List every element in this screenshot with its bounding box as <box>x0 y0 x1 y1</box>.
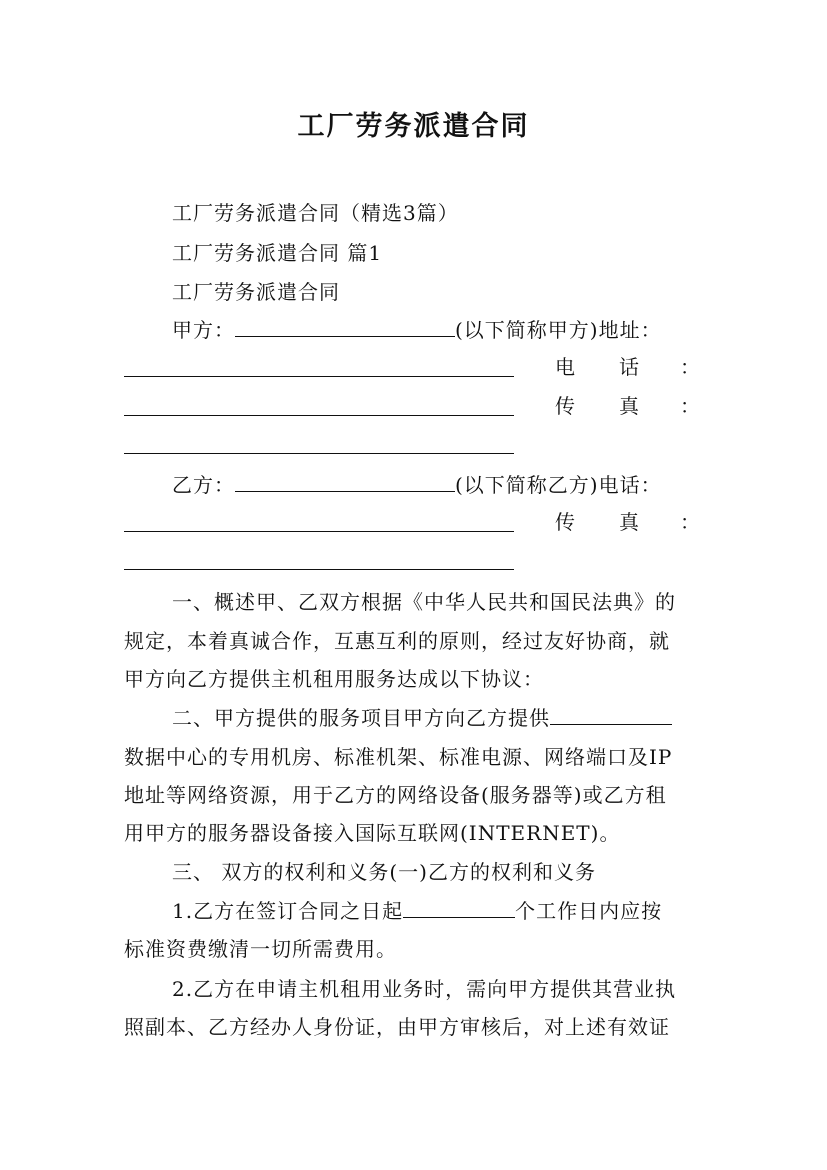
party-a-address-blank[interactable] <box>124 376 514 377</box>
para1-line-2: 规定，本着真诚合作，互惠互利的原则，经过友好协商，就 <box>124 629 670 653</box>
page-title: 工厂劳务派遣合同 <box>297 111 530 142</box>
subtitle: 工厂劳务派遣合同（精选3篇） <box>172 201 459 225</box>
contract-name: 工厂劳务派遣合同 <box>172 280 340 304</box>
party-a-fax-char-3: ： <box>680 394 700 418</box>
para2-line-3: 地址等网络资源，用于乙方的网络设备(服务器等)或乙方租 <box>124 783 667 807</box>
party-a-fax-char-1: 传 <box>555 394 575 418</box>
party-a-name-blank[interactable] <box>235 317 455 337</box>
item2-line-1: 2.乙方在申请主机租用业务时，需向甲方提供其营业执 <box>172 977 677 1001</box>
party-b-fax-char-3: ： <box>680 510 700 534</box>
item1-text-after: 个工作日内应按 <box>515 899 663 923</box>
party-b-label: 乙方： <box>172 473 235 497</box>
party-a-label: 甲方： <box>172 318 235 342</box>
party-b-suffix: (以下简称乙方)电话： <box>455 473 662 497</box>
item1-text-before: 1.乙方在签订合同之日起 <box>172 899 404 923</box>
party-a-suffix: (以下简称甲方)地址： <box>455 318 662 342</box>
para2-text-1: 二、甲方提供的服务项目甲方向乙方提供 <box>172 706 550 730</box>
party-a-phone-blank[interactable] <box>124 415 514 416</box>
item2-line-2: 照副本、乙方经办人身份证，由甲方审核后，对上述有效证 <box>124 1015 670 1039</box>
party-b-fax-char-2: 真 <box>619 510 639 534</box>
para2-line-1 <box>172 705 672 731</box>
party-b-fax-blank[interactable] <box>124 569 514 570</box>
party-a-fax-blank[interactable] <box>124 453 514 454</box>
service-provider-blank[interactable] <box>550 705 672 725</box>
party-b-fax-char-1: 传 <box>555 510 575 534</box>
para2-line-2: 数据中心的专用机房、标准机架、标准电源、网络端口及IP <box>124 745 673 769</box>
party-b-phone-blank[interactable] <box>124 531 514 532</box>
working-days-blank[interactable] <box>403 898 515 918</box>
party-b-line <box>172 472 662 498</box>
para1-line-1: 一、概述甲、乙双方根据《中华人民共和国民法典》的 <box>172 590 676 614</box>
part-heading: 工厂劳务派遣合同 篇1 <box>172 241 383 265</box>
party-a-phone-char-3: ： <box>680 355 700 379</box>
party-a-phone-char-1: 电 <box>555 355 575 379</box>
party-a-phone-char-2: 话 <box>619 355 639 379</box>
para3-heading: 三、 双方的权利和义务(一)乙方的权利和义务 <box>172 860 596 884</box>
item1-line-2: 标准资费缴清一切所需费用。 <box>124 937 397 961</box>
party-b-name-blank[interactable] <box>235 472 455 492</box>
party-a-line <box>172 317 662 343</box>
para1-line-3: 甲方向乙方提供主机租用服务达成以下协议： <box>124 667 544 691</box>
para2-line-4: 用甲方的服务器设备接入国际互联网(INTERNET)。 <box>124 821 621 845</box>
item1-line-1 <box>172 898 662 924</box>
party-a-fax-char-2: 真 <box>619 394 639 418</box>
